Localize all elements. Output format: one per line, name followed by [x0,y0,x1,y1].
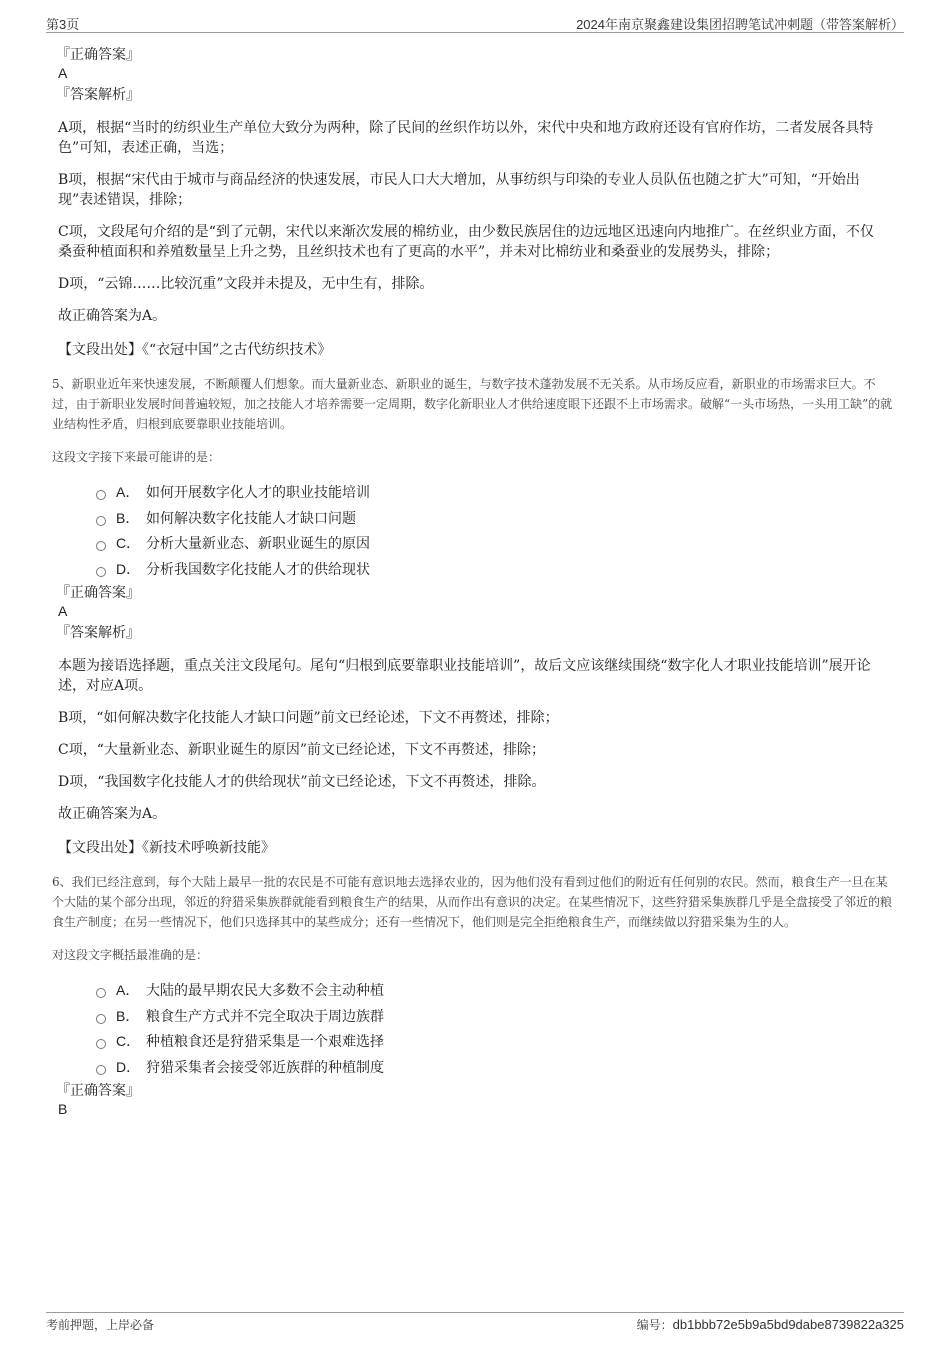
option-list [96,980,898,1082]
question-prompt: 对这段文字概括最准确的是： [52,948,209,962]
document-body [52,46,898,1122]
radio-button-icon[interactable] [96,1039,106,1049]
source-citation: 【文段出处】《“衣冠中国”之古代纺织技术》 [58,342,332,358]
radio-button-icon[interactable] [96,1014,106,1024]
source-citation: 【文段出处】《新技术呼唤新技能》 [58,840,275,856]
analysis-paragraph: D项，“云锦……比较沉重”文段并未提及，无中生有，排除。 [58,276,434,292]
option-b[interactable]: B． 如何解决数字化技能人才缺口问题 [96,508,898,534]
question-prompt: 这段文字接下来最可能讲的是： [52,450,221,464]
question-text: 6、我们已经注意到，每个大陆上最早一批的农民是不可能有意识地去选择农业的，因为他们没有看到过他们的附近有任何别的农民。然而，粮食生产一旦在某个大陆的某个部分出现，邻近的狩猎采集族群就能看到粮食生产的结果，从而作出有意识的决定。在某些情况下，这些狩猎采集族群几乎是全盘接受了邻近的粮食生产制度；在另一些情况下，他们只选择其中的某些成分；还有一些情况下，他们则是完全拒绝粮食生产，而继续做以狩猎采集为生的人。 [52,875,893,929]
radio-button-icon[interactable] [96,516,106,526]
document-title: 2024年南京聚鑫建设集团招聘笔试冲刺题（带答案解析） [576,17,904,32]
option-c[interactable]: C． 分析大量新业态、新职业诞生的原因 [96,533,898,559]
correct-answer: A [58,603,68,619]
radio-button-icon[interactable] [96,567,106,577]
analysis-paragraph: C项，“大量新业态、新职业诞生的原因”前文已经论述，下文不再赘述，排除； [58,742,546,758]
option-c[interactable]: C． 种植粮食还是狩猎采集是一个艰难选择 [96,1031,898,1057]
analysis-conclusion: 故正确答案为A。 [58,308,167,324]
analysis-paragraph: C项，文段尾句介绍的是“到了元朝，宋代以来渐次发展的棉纺业，由少数民族居住的边远地区迅速向内地推广。在丝织业方面，不仅桑蚕种植面积和养殖数量呈上升之势，且丝织技术也有了更高的水平”，并未对比棉纺业和桑蚕业的发展势头，排除； [58,224,874,260]
option-b[interactable]: B． 粮食生产方式并不完全取决于周边族群 [96,1006,898,1032]
answer-label: 『正确答案』 [56,1083,140,1099]
option-a[interactable]: A． 大陆的最早期农民大多数不会主动种植 [96,980,898,1006]
analysis-paragraph: 本题为接语选择题，重点关注文段尾句。尾句“归根到底要靠职业技能培训”，故后文应该继续围绕“数字化人才职业技能培训”展开论述，对应A项。 [58,658,871,694]
page-footer [46,1312,904,1332]
answer-label: 『正确答案』 [56,47,140,63]
analysis-label: 『答案解析』 [56,87,140,103]
question-text: 5、新职业近年来快速发展，不断颠覆人们想象。而大量新业态、新职业的诞生，与数字技术蓬勃发展不无关系。从市场反应看，新职业的市场需求巨大。不过，由于新职业发展时间普遍较短，加之技能人才培养需要一定周期，数字化新职业人才供给速度眼下还跟不上市场需求。破解“一头市场热，一头用工缺”的就业结构性矛盾，归根到底要靠职业技能培训。 [52,377,893,431]
answer-label: 『正确答案』 [56,585,140,601]
radio-button-icon[interactable] [96,988,106,998]
radio-button-icon[interactable] [96,1065,106,1075]
correct-answer: A [58,65,68,81]
radio-button-icon[interactable] [96,541,106,551]
analysis-paragraph: D项，“我国数字化技能人才的供给现状”前文已经论述，下文不再赘述，排除。 [58,774,546,790]
analysis-paragraph: B项，根据“宋代由于城市与商品经济的快速发展，市民人口大大增加，从事纺织与印染的专业人员队伍也随之扩大”可知，“开始出现”表述错误，排除； [58,172,860,208]
correct-answer: B [58,1101,68,1117]
option-d[interactable]: D． 狩猎采集者会接受邻近族群的种植制度 [96,1057,898,1083]
radio-button-icon[interactable] [96,490,106,500]
analysis-label: 『答案解析』 [56,625,140,641]
analysis-paragraph: B项，“如何解决数字化技能人才缺口问题”前文已经论述，下文不再赘述，排除； [58,710,559,726]
analysis-conclusion: 故正确答案为A。 [58,806,167,822]
page-header [46,14,904,33]
option-list [96,482,898,584]
document-code [637,1316,904,1333]
analysis-paragraph: A项，根据“当时的纺织业生产单位大致分为两种，除了民间的丝织作坊以外，宋代中央和地方政府还设有官府作坊，二者发展各具特色”可知，表述正确，当选； [58,120,874,156]
option-a[interactable]: A． 如何开展数字化人才的职业技能培训 [96,482,898,508]
page-number: 第3页 [46,17,80,32]
code-value: db1bbb72e5b9a5bd9dabe8739822a325 [672,1317,904,1332]
option-d[interactable]: D． 分析我国数字化技能人才的供给现状 [96,559,898,585]
code-label: 编号： [636,1318,673,1332]
footer-slogan: 考前押题，上岸必备 [46,1318,155,1332]
